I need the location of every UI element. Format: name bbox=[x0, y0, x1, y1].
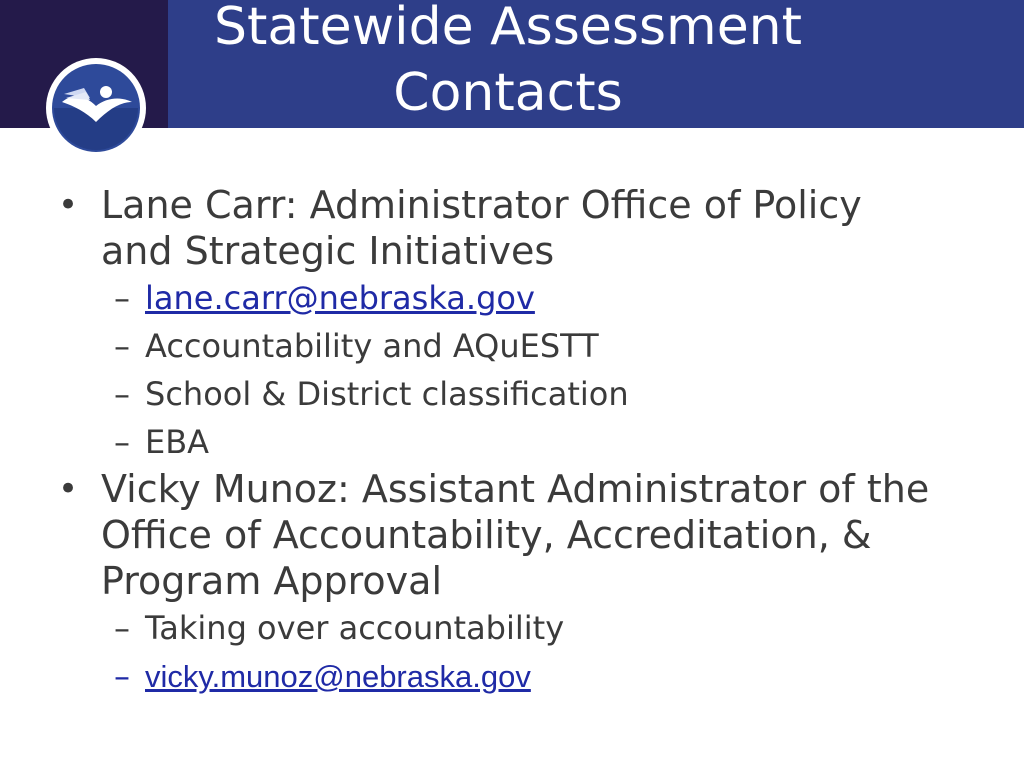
dash-icon: – bbox=[114, 657, 130, 695]
page-title-line-2: Contacts bbox=[393, 63, 623, 123]
contact-email-row bbox=[0, 274, 1024, 322]
dash-icon: – bbox=[114, 375, 130, 413]
contact-item-text: Taking over accountability bbox=[145, 609, 565, 647]
contact-item bbox=[0, 370, 1024, 418]
bullet-icon: • bbox=[58, 185, 79, 225]
dash-icon: – bbox=[114, 423, 130, 461]
page-title bbox=[168, 0, 848, 126]
email-link-lane-carr[interactable]: lane.carr@nebraska.gov bbox=[145, 279, 535, 317]
email-link-vicky-munoz[interactable]: vicky.munoz@nebraska.gov bbox=[145, 659, 531, 694]
contact-list bbox=[0, 182, 1024, 701]
dash-icon: – bbox=[114, 609, 130, 647]
dash-icon: – bbox=[114, 327, 130, 365]
state-seal-logo-icon bbox=[40, 56, 152, 160]
contact-item-text: School & District classification bbox=[145, 375, 629, 413]
contact-email-row bbox=[0, 652, 1024, 701]
contact-item bbox=[0, 418, 1024, 466]
contact-heading-lane-carr bbox=[0, 182, 931, 274]
dash-icon: – bbox=[114, 279, 130, 317]
bullet-icon: • bbox=[58, 469, 79, 509]
contact-item bbox=[0, 322, 1024, 370]
contact-heading-vicky-munoz bbox=[0, 466, 931, 604]
contact-heading-text: Vicky Munoz: Assistant Administrator of the Office of Accountability, Accreditation, & Program Approval bbox=[101, 467, 930, 603]
contact-item-text: EBA bbox=[145, 423, 210, 461]
contact-heading-text: Lane Carr: Administrator Office of Policy and Strategic Initiatives bbox=[101, 183, 862, 273]
contact-item bbox=[0, 604, 1024, 652]
contact-item-text: Accountability and AQuESTT bbox=[145, 327, 599, 365]
page-title-line-1: Statewide Assessment bbox=[213, 0, 803, 57]
